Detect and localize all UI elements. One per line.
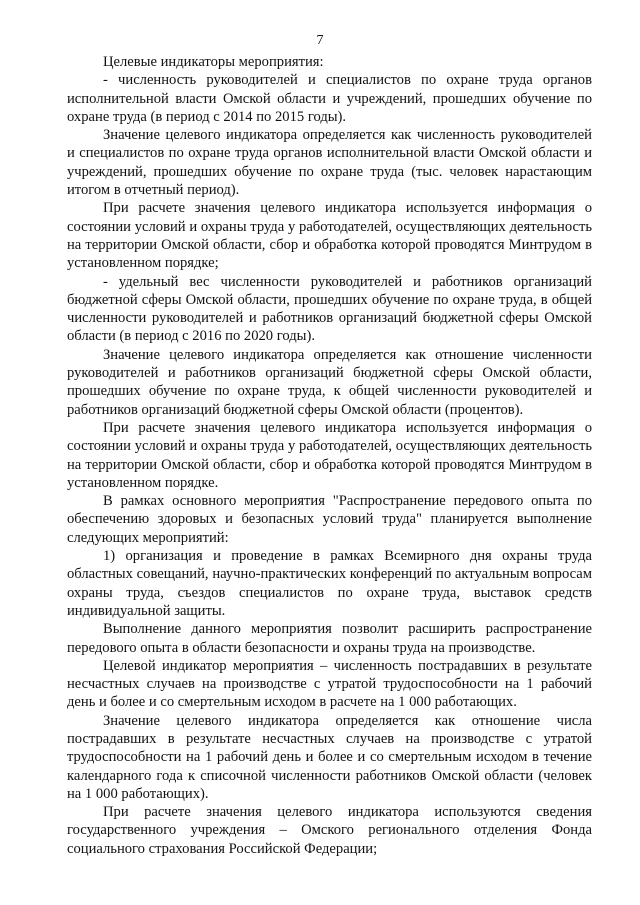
paragraph-indicator-3: Целевой индикатор мероприятия – численность пострадавших в результате несчастных случаев на производстве с утратой трудоспособности на 1 рабочий день и более и со смертельным исходом в расчете на 1 000 работающих. [67, 657, 592, 711]
paragraph-indicator-1-source: При расчете значения целевого индикатора используется информация о состоянии условий и охраны труда у работодателей, осуществляющих деятельность на территории Омской области, сбор и обработка которой проводятся Минтрудом в установленном порядке; [67, 200, 592, 272]
document-body [67, 53, 592, 858]
paragraph-indicator-1: - численность руководителей и специалистов по охране труда органов исполнительной власти Омской области и учреждений, прошедших обучение по охране труда (в период с 2014 по 2015 годы). [67, 72, 592, 125]
paragraph-indicator-2: - удельный вес численности руководителей и работников организаций бюджетной сферы Омской области, прошедших обучение по охране труда, в общей численности руководителей и работников организаций бюджетной сферы Омской области (в период с 2016 по 2020 годы). [67, 273, 592, 345]
paragraph-activity-1-effect: Выполнение данного мероприятия позволит расширить распространение передового опыта в области безопасности и охраны труда на производстве. [67, 621, 592, 656]
paragraph-indicator-2-definition: Значение целевого индикатора определяется как отношение численности руководителей и работников организаций бюджетной сферы Омской области, прошедших обучение по охране труда, к общей численности руководителей и работников организаций бюджетной сферы Омской области (процентов). [67, 346, 592, 418]
paragraph-indicator-3-definition: Значение целевого индикатора определяется как отношение числа пострадавших в результате несчастных случаев на производстве с утратой трудоспособности на 1 рабочий день и более и со смертельным исходом в течение календарного года к списочной численности работников Омской области (человек на 1 000 работающих). [67, 712, 592, 802]
paragraph-indicator-2-source: При расчете значения целевого индикатора используется информация о состоянии условий и охраны труда у работодателей, осуществляющих деятельность на территории Омской области, сбор и обработка которой проводятся Минтрудом в установленном порядке. [67, 419, 592, 491]
paragraph-activity-1: 1) организация и проведение в рамках Всемирного дня охраны труда областных совещаний, научно-практических конференций по актуальным вопросам охраны труда, съездов специалистов по охране труда, выставок средств индивидуальной защиты. [67, 548, 592, 619]
paragraph-indicator-1-definition: Значение целевого индикатора определяется как численность руководителей и специалистов по охране труда органов исполнительной власти Омской области и учреждений, прошедших обучение по охране труда (тыс. человек нарастающим итогом в отчетный период). [67, 127, 592, 199]
page-number: 7 [316, 33, 324, 48]
paragraph-main-activity: В рамках основного мероприятия "Распространение передового опыта по обеспечению здоровых и безопасных условий труда" планируется выполнение следующих мероприятий: [67, 493, 592, 546]
paragraph-indicator-3-source: При расчете значения целевого индикатора используются сведения государственного учреждения – Омского регионального отделения Фонда социального страхования Российской Федерации; [67, 804, 592, 857]
paragraph-indicators-heading: Целевые индикаторы мероприятия: [103, 54, 324, 70]
